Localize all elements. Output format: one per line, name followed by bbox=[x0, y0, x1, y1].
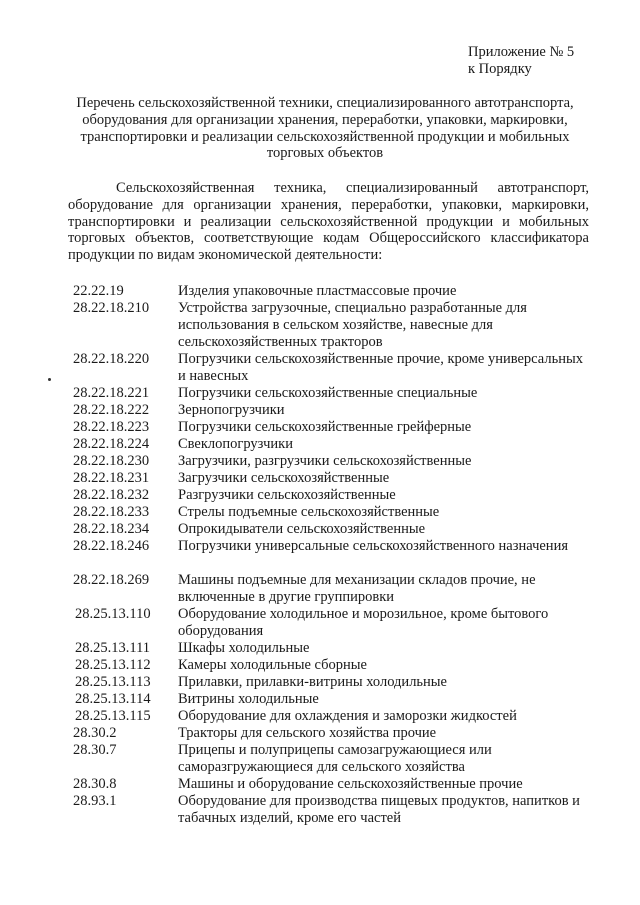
okpd-code: 28.25.13.114 bbox=[75, 691, 151, 707]
okpd-code: 28.93.1 bbox=[73, 793, 117, 809]
item-description: Погрузчики сельскохозяйственные грейферные bbox=[178, 419, 472, 435]
item-description: Оборудование холодильное и морозильное, кроме бытового оборудования bbox=[178, 606, 549, 639]
item-description: Свеклопогрузчики bbox=[178, 436, 293, 452]
okpd-code: 28.22.18.246 bbox=[73, 538, 150, 554]
okpd-code: 28.25.13.113 bbox=[75, 674, 151, 690]
okpd-code: 28.30.7 bbox=[73, 742, 117, 758]
okpd-code: 28.30.8 bbox=[73, 776, 117, 792]
item-description: Загрузчики сельскохозяйственные bbox=[178, 470, 390, 486]
okpd-code: 28.22.18.232 bbox=[73, 487, 150, 503]
okpd-code: 28.25.13.111 bbox=[75, 640, 151, 656]
item-description: Прицепы и полуприцепы самозагружающиеся или саморазгружающиеся для сельского хозяйства bbox=[178, 742, 492, 775]
okpd-code: 28.22.18.220 bbox=[73, 351, 150, 367]
item-description: Камеры холодильные сборные bbox=[178, 657, 367, 673]
item-description: Зернопогрузчики bbox=[178, 402, 285, 418]
okpd-code: 28.22.18.233 bbox=[73, 504, 150, 520]
item-description: Шкафы холодильные bbox=[178, 640, 310, 656]
okpd-code: 28.22.18.234 bbox=[73, 521, 150, 537]
item-description: Тракторы для сельского хозяйства прочие bbox=[178, 725, 437, 741]
okpd-code: 28.22.18.223 bbox=[73, 419, 150, 435]
okpd-code: 28.22.18.269 bbox=[73, 572, 150, 588]
okpd-code: 28.22.18.221 bbox=[73, 385, 150, 401]
okpd-code: 28.30.2 bbox=[73, 725, 117, 741]
item-description: Машины подъемные для механизации складов прочие, не включенные в другие группировки bbox=[178, 572, 536, 605]
okpd-code: 28.22.18.222 bbox=[73, 402, 150, 418]
item-description: Прилавки, прилавки-витрины холодильные bbox=[178, 674, 447, 690]
okpd-code: 28.22.18.210 bbox=[73, 300, 150, 316]
okpd-code: 28.22.18.231 bbox=[73, 470, 150, 486]
item-description: Стрелы подъемные сельскохозяйственные bbox=[178, 504, 440, 520]
intro-paragraph: Сельскохозяйственная техника, специализированный автотранспорт, оборудование для организации хранения, переработки, упаковки, маркировки, транспортировки и реализации сельскохозяйственной продукции и мобильных торговых объектов, соответствующие кодам Общероссийского классификатора продукции по видам экономической деятельности: bbox=[68, 180, 589, 264]
appendix-line-2: к Порядку bbox=[468, 61, 532, 77]
okpd-code: 28.25.13.115 bbox=[75, 708, 151, 724]
item-description: Оборудование для производства пищевых продуктов, напитков и табачных изделий, кроме его частей bbox=[178, 793, 580, 826]
document-title: Перечень сельскохозяйственной техники, специализированного автотранспорта, оборудования для организации хранения, переработки, упаковки, маркировки, транспортировки и реализации сельскохозяйственной продукции и мобильных торговых объектов bbox=[76, 95, 574, 162]
appendix-line-1: Приложение № 5 bbox=[468, 44, 575, 60]
item-description: Погрузчики сельскохозяйственные специальные bbox=[178, 385, 478, 401]
item-description: Машины и оборудование сельскохозяйственные прочие bbox=[178, 776, 523, 792]
item-description: Опрокидыватели сельскохозяйственные bbox=[178, 521, 426, 537]
item-description: Изделия упаковочные пластмассовые прочие bbox=[178, 283, 457, 299]
item-description: Оборудование для охлаждения и заморозки жидкостей bbox=[178, 708, 517, 724]
item-description: Разгрузчики сельскохозяйственные bbox=[178, 487, 396, 503]
okpd-code: 28.22.18.224 bbox=[73, 436, 150, 452]
okpd-code: 28.22.18.230 bbox=[73, 453, 150, 469]
item-description: Погрузчики сельскохозяйственные прочие, кроме универсальных и навесных bbox=[178, 351, 583, 384]
okpd-code: 28.25.13.110 bbox=[75, 606, 151, 622]
item-description: Устройства загрузочные, специально разработанные для использования в сельском хозяйстве, навесные для сельскохозяйственных тракторов bbox=[178, 300, 527, 350]
okpd-code: 22.22.19 bbox=[73, 283, 124, 299]
okpd-code: 28.25.13.112 bbox=[75, 657, 151, 673]
item-description: Погрузчики универсальные сельскохозяйственного назначения bbox=[178, 538, 568, 554]
item-description: Загрузчики, разгрузчики сельскохозяйственные bbox=[178, 453, 472, 469]
item-description: Витрины холодильные bbox=[178, 691, 319, 707]
